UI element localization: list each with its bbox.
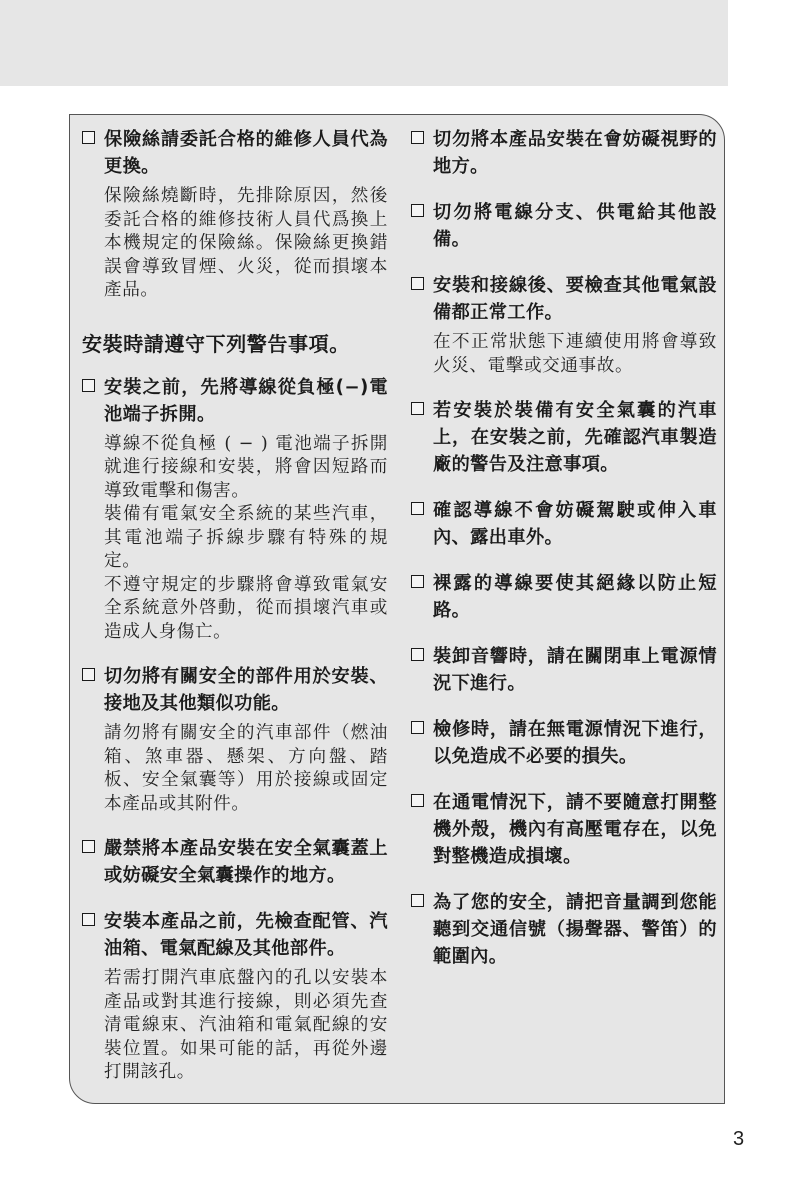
warning-body [104, 967, 388, 1085]
warning-item [411, 889, 717, 970]
checkbox-icon [82, 840, 95, 853]
warning-title: 裝卸音響時，請在關閉車上電源情況下進行。 [433, 646, 717, 694]
warning-item [82, 374, 388, 645]
warning-title: 為了您的安全，請把音量調到您能聽到交通信號（揚聲器、警笛）的範圍內。 [433, 892, 717, 967]
warning-title: 安裝本產品之前，先檢查配管、汽油箱、電氣配線及其他部件。 [104, 911, 388, 959]
checkbox-icon [411, 277, 424, 290]
checkbox-icon [411, 648, 424, 661]
checkbox-icon [82, 379, 95, 392]
warning-title: 嚴禁將本產品安裝在安全氣囊蓋上或妨礙安全氣囊操作的地方。 [104, 838, 388, 886]
warning-title: 裸露的導線要使其絕緣以防止短路。 [433, 573, 717, 621]
warning-item [411, 199, 717, 253]
header-band [0, 0, 728, 86]
left-items-before [82, 126, 388, 303]
warning-item [82, 908, 388, 1085]
checkbox-icon [411, 894, 424, 907]
right-column [411, 126, 717, 989]
warning-item [411, 643, 717, 697]
warning-body [433, 331, 717, 378]
warning-title: 安裝和接線後、要檢查其他電氣設備都正常工作。 [433, 275, 717, 323]
warning-title: 若安裝於裝備有安全氣囊的汽車上，在安裝之前，先確認汽車製造廠的警告及注意事項。 [433, 400, 717, 475]
checkbox-icon [411, 131, 424, 144]
checkbox-icon [411, 204, 424, 217]
warning-item [411, 126, 717, 180]
warning-item [411, 397, 717, 478]
checkbox-icon [411, 794, 424, 807]
warning-body [104, 185, 388, 303]
warning-title: 切勿將電線分支、供電給其他設備。 [433, 202, 717, 250]
warning-item [411, 570, 717, 624]
warning-paragraph: 不遵守規定的步驟將會導致電氣安全系統意外啓動，從而損壞汽車或造成人身傷亡。 [104, 574, 388, 642]
left-items-after [82, 374, 388, 1085]
checkbox-icon [411, 575, 424, 588]
checkbox-icon [82, 668, 95, 681]
warning-title: 檢修時，請在無電源情況下進行，以免造成不必要的損失。 [433, 719, 717, 767]
warning-paragraph: 若需打開汽車底盤內的孔以安裝本產品或對其進行接線，則必須先查清電線束、汽油箱和電氣配線的安裝位置。如果可能的話，再從外邊打開該孔。 [104, 968, 388, 1082]
left-column [82, 126, 388, 1104]
warning-item [82, 663, 388, 816]
warning-title: 切勿將有關安全的部件用於安裝、接地及其他類似功能。 [104, 666, 388, 714]
warning-title: 保險絲請委託合格的維修人員代為更換。 [104, 129, 388, 177]
warning-item [82, 835, 388, 889]
warning-item [411, 789, 717, 870]
warning-paragraph: 裝備有電氣安全系統的某些汽車，其電池端子拆線步驟有特殊的規定。 [104, 504, 388, 571]
warning-item [82, 126, 388, 303]
warning-item [411, 716, 717, 770]
warning-body [104, 433, 388, 645]
warning-paragraph: 保險絲燒斷時，先排除原因，然後委託合格的維修技術人員代爲換上本機規定的保險絲。保險絲更換錯誤會導致冒煙、火災，從而損壞本產品。 [104, 186, 388, 300]
checkbox-icon [411, 502, 424, 515]
checkbox-icon [82, 913, 95, 926]
warning-title: 安裝之前，先將導線從負極(−)電池端子拆開。 [104, 376, 388, 425]
warning-paragraph: 請勿將有關安全的汽車部件（燃油箱、煞車器、懸架、方向盤、踏板、安全氣囊等）用於接線或固定本產品或其附件。 [104, 723, 388, 814]
section-heading: 安裝時請遵守下列警告事項。 [82, 331, 350, 356]
warning-title: 切勿將本產品安裝在會妨礙視野的地方。 [433, 129, 717, 177]
checkbox-icon [82, 131, 95, 144]
page-number: 3 [733, 1128, 745, 1150]
warning-paragraph: 導線不從負極 ( − ) 電池端子拆開就進行接線和安裝，將會因短路而導致電擊和傷害。 [104, 433, 388, 501]
checkbox-icon [411, 402, 424, 415]
warning-item [411, 497, 717, 551]
right-items [411, 126, 717, 970]
warning-title: 在通電情況下，請不要隨意打開整機外殼，機內有高壓電存在，以免對整機造成損壞。 [433, 792, 717, 867]
checkbox-icon [411, 721, 424, 734]
warning-paragraph: 在不正常狀態下連續使用將會導致火災、電擊或交通事故。 [433, 332, 717, 376]
warning-body [104, 722, 388, 816]
warning-title: 確認導線不會妨礙駕駛或伸入車內、露出車外。 [433, 500, 717, 548]
warning-item [411, 272, 717, 378]
